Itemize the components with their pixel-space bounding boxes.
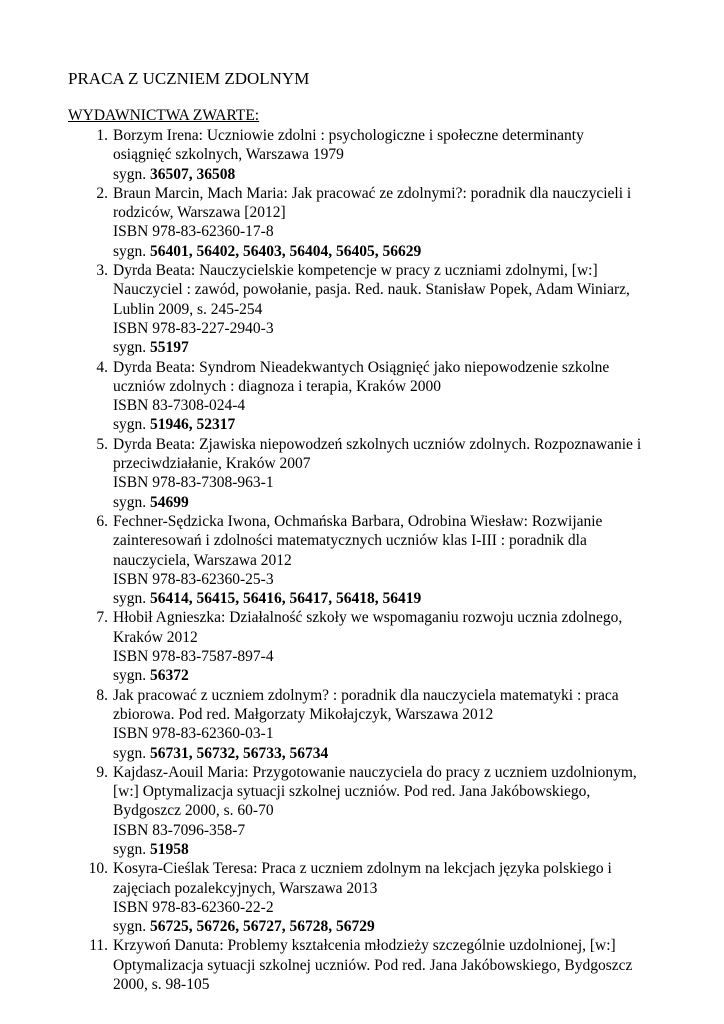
call-number-prefix: sygn. <box>113 918 147 936</box>
entry-line: Braun Marcin, Mach Maria: Jak pracować ze zdolnymi?: poradnik dla nauczycieli i <box>113 184 632 202</box>
call-number: 56372 <box>150 667 189 685</box>
entry-line: zajęciach pozalekcyjnych, Warszawa 2013 <box>113 879 378 897</box>
bibliography-entry <box>0 859 660 936</box>
bibliography-entry <box>0 608 660 685</box>
entry-line: ISBN 978-83-62360-03-1 <box>113 725 274 743</box>
call-number-line <box>113 415 660 434</box>
entry-line: rodziców, Warszawa [2012] <box>113 204 286 222</box>
entry-line: ISBN 978-83-62360-25-3 <box>113 570 274 588</box>
bibliography-entry <box>0 763 660 859</box>
bibliography-list <box>0 126 660 994</box>
page-title: PRACA Z UCZNIEM ZDOLNYM <box>68 69 310 88</box>
entry-line: Hłobił Agnieszka: Działalność szkoły we wspomaganiu rozwoju ucznia zdolnego, <box>113 609 623 627</box>
entry-line: Nauczyciel : zawód, powołanie, pasja. Red. nauk. Stanisław Popek, Adam Winiarz, <box>113 281 630 299</box>
call-number-line <box>113 589 660 608</box>
bibliography-entry <box>0 184 660 261</box>
entry-line: Fechner-Sędzicka Iwona, Ochmańska Barbara, Odrobina Wiesław: Rozwijanie <box>113 512 603 530</box>
call-number: 56414, 56415, 56416, 56417, 56418, 56419 <box>150 590 422 608</box>
bibliography-entry <box>0 126 660 184</box>
section-heading: WYDAWNICTWA ZWARTE: <box>68 107 260 124</box>
call-number: 56731, 56732, 56733, 56734 <box>150 744 329 762</box>
entry-line: nauczyciela, Warszawa 2012 <box>113 551 292 569</box>
call-number-prefix: sygn. <box>113 590 147 608</box>
call-number: 56725, 56726, 56727, 56728, 56729 <box>150 918 375 936</box>
entry-line: ISBN 83-7096-358-7 <box>113 821 246 839</box>
entry-line: ISBN 978-83-62360-22-2 <box>113 898 274 916</box>
entry-number: 4. <box>96 358 108 376</box>
entry-line: ISBN 978-83-227-2940-3 <box>113 319 274 337</box>
call-number-line <box>113 744 660 763</box>
entry-line: ISBN 978-83-7587-897-4 <box>113 648 274 666</box>
call-number-prefix: sygn. <box>113 667 147 685</box>
entry-line: przeciwdziałanie, Kraków 2007 <box>113 455 311 473</box>
entry-line: Dyrda Beata: Zjawiska niepowodzeń szkolnych uczniów zdolnych. Rozpoznawanie i <box>113 435 642 453</box>
call-number-line <box>113 165 660 184</box>
entry-line: Krzywoń Danuta: Problemy kształcenia młodzieży szczególnie uzdolnionej, [w:] <box>113 937 616 955</box>
entry-number: 8. <box>96 686 108 704</box>
entry-line: zbiorowa. Pod red. Małgorzaty Mikołajczyk, Warszawa 2012 <box>113 705 494 723</box>
entry-line: ISBN 83-7308-024-4 <box>113 397 246 415</box>
bibliography-entry <box>0 358 660 435</box>
call-number-line <box>113 242 660 261</box>
entry-number: 5. <box>96 435 108 453</box>
entry-line: ISBN 978-83-7308-963-1 <box>113 474 274 492</box>
entry-number: 11. <box>89 937 108 955</box>
call-number-line <box>113 493 660 512</box>
call-number-prefix: sygn. <box>113 416 147 434</box>
bibliography-entry <box>0 936 660 994</box>
call-number-prefix: sygn. <box>113 339 147 357</box>
call-number: 54699 <box>150 493 189 511</box>
call-number-prefix: sygn. <box>113 493 147 511</box>
call-number-prefix: sygn. <box>113 840 147 858</box>
entry-line: Kosyra-Cieślak Teresa: Praca z uczniem zdolnym na lekcjach języka polskiego i <box>113 860 612 878</box>
entry-line: Jak pracować z uczniem zdolnym? : poradnik dla nauczyciela matematyki : praca <box>113 686 619 704</box>
entry-line: zainteresowań i zdolności matematycznych uczniów klas I-III : poradnik dla <box>113 532 587 550</box>
entry-number: 2. <box>96 184 108 202</box>
entry-number: 1. <box>96 127 108 144</box>
entry-number: 9. <box>96 763 108 781</box>
call-number: 55197 <box>150 339 189 357</box>
bibliography-entry <box>0 512 660 608</box>
call-number: 51946, 52317 <box>150 416 236 434</box>
entry-number: 3. <box>96 262 108 280</box>
entry-line: Borzym Irena: Uczniowie zdolni : psychologiczne i społeczne determinanty <box>113 127 584 144</box>
call-number: 36507, 36508 <box>150 165 236 183</box>
entry-line: Optymalizacja sytuacji szkolnej uczniów. Pod red. Jana Jakóbowskiego, Bydgoszcz <box>113 956 633 974</box>
call-number-line <box>113 338 660 357</box>
entry-line: osiągnięć szkolnych, Warszawa 1979 <box>113 146 344 164</box>
entry-line: Lublin 2009, s. 245-254 <box>113 300 263 318</box>
entry-number: 10. <box>88 860 108 878</box>
entry-line: Dyrda Beata: Nauczycielskie kompetencje w pracy z uczniami zdolnymi, [w:] <box>113 262 598 280</box>
entry-line: 2000, s. 98-105 <box>113 976 210 994</box>
entry-line: ISBN 978-83-62360-17-8 <box>113 223 274 241</box>
call-number-line <box>113 917 660 936</box>
entry-number: 6. <box>96 512 108 530</box>
entry-line: [w:] Optymalizacja sytuacji szkolnej uczniów. Pod red. Jana Jakóbowskiego, <box>113 783 591 801</box>
entry-line: Dyrda Beata: Syndrom Nieadekwantych Osiągnięć jako niepowodzenie szkolne <box>113 358 610 376</box>
call-number-line <box>113 840 660 859</box>
entry-line: Bydgoszcz 2000, s. 60-70 <box>113 802 274 820</box>
entry-line: uczniów zdolnych : diagnoza i terapia, Kraków 2000 <box>113 377 441 395</box>
entry-number: 7. <box>96 609 108 627</box>
call-number-line <box>113 666 660 685</box>
call-number: 51958 <box>150 840 189 858</box>
call-number-prefix: sygn. <box>113 242 147 260</box>
bibliography-entry <box>0 435 660 512</box>
entry-line: Kraków 2012 <box>113 628 198 646</box>
entry-line: Kajdasz-Aouil Maria: Przygotowanie nauczyciela do pracy z uczniem uzdolnionym, <box>113 763 637 781</box>
call-number-prefix: sygn. <box>113 744 147 762</box>
call-number-prefix: sygn. <box>113 165 147 183</box>
bibliography-entry <box>0 686 660 763</box>
call-number: 56401, 56402, 56403, 56404, 56405, 56629 <box>150 242 422 260</box>
bibliography-entry <box>0 261 660 357</box>
